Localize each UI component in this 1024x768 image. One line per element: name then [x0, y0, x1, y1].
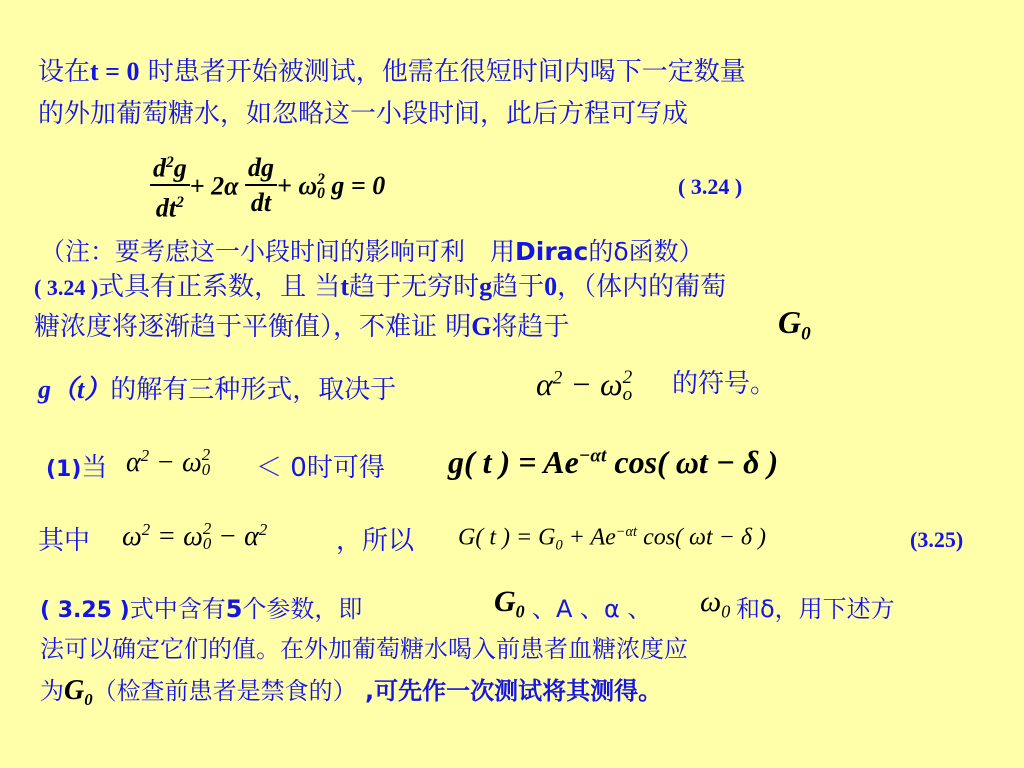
omega-exponent: 2: [317, 171, 325, 189]
omega-symbol: ω: [122, 521, 142, 553]
params-text: 、A 、α 、: [532, 595, 652, 623]
para4-line3-text-c: ,可先作一次测试将其测得。: [356, 677, 663, 705]
para2-line-1: [34, 268, 726, 307]
para2-text-c: 趋于: [492, 272, 545, 302]
para4-text-b: 个参数，即: [242, 595, 363, 623]
alpha-exponent: 2: [258, 520, 268, 539]
case1-zero-text: 0时可得: [290, 453, 385, 483]
G-symbol: G: [471, 312, 492, 341]
note-text: （注：要考虑这一小段时间的影响可利 用: [40, 237, 516, 266]
g-symbol: g: [173, 153, 187, 183]
g-symbol: g: [479, 272, 493, 301]
formula-exponent: −αt: [578, 445, 607, 467]
params-list: [532, 591, 652, 628]
where-label: 其中: [38, 526, 91, 556]
G-formula-part-b: + Ae: [562, 524, 616, 551]
G0-inline: [64, 675, 93, 709]
omega-exponent: 2: [141, 520, 151, 539]
minus-omega: − ω: [562, 366, 623, 402]
omega-subscript: 0: [317, 185, 325, 203]
dirac-word: Dirac: [515, 237, 589, 266]
para2-line2-text-a: 糖浓度将逐渐趋于平衡值），不难证 明: [34, 312, 472, 342]
G-of-t-formula: [458, 524, 766, 555]
para4-line3-text-b: （检查前患者是禁食的）: [92, 677, 357, 705]
para2-line2-text-b: 将趋于: [491, 312, 570, 342]
para4-line-3: [40, 672, 662, 718]
G-subscript: 0: [515, 601, 525, 622]
omega-definition: [122, 520, 267, 553]
g-of-t: g（t）: [38, 375, 111, 404]
dg-symbol: dg: [245, 153, 277, 186]
equation-tail: g = 0: [324, 171, 386, 201]
omega-subscript: o: [622, 383, 633, 405]
G-subscript: 0: [555, 537, 563, 554]
plus-omega: + ω: [277, 171, 318, 201]
case1-formula: [448, 444, 778, 481]
intro-line-1: [38, 53, 746, 91]
omega-subscript: 0: [201, 460, 211, 480]
equals-omega: = ω: [150, 521, 203, 553]
note-line: [40, 233, 704, 271]
G0-symbol: [778, 304, 811, 346]
omega0-exponent: 2: [202, 519, 212, 539]
alpha-exponent: 2: [140, 446, 150, 465]
para3-line: [38, 371, 396, 409]
dt-symbol: dt: [250, 188, 272, 218]
exponent: 2: [166, 154, 174, 171]
omega0-subscript: 0: [202, 534, 212, 554]
alpha-exponent: 2: [552, 367, 563, 389]
case1-when: 当: [81, 453, 108, 483]
omega-subscript: 0: [721, 601, 731, 622]
G-main: G: [494, 585, 516, 618]
para3-tail: 的符号。: [672, 369, 777, 399]
plus-two-alpha: + 2α: [189, 171, 239, 201]
para2-text-b: 趋于无穷时: [349, 272, 480, 302]
G-subscript: 0: [84, 689, 93, 709]
note-rest: 的δ函数）: [588, 237, 704, 266]
para4-line3-text-a: 为: [40, 677, 64, 705]
case1-condition: [126, 446, 210, 479]
equation-label-3-24: ( 3.24 ): [678, 174, 743, 199]
case-number: (1): [46, 457, 82, 482]
t-symbol: t: [340, 272, 350, 301]
intro-text-a: 设在: [38, 57, 91, 87]
omega0-param: [700, 585, 730, 622]
omega-exponent: 2: [201, 445, 211, 465]
G0-param: [494, 585, 525, 622]
para2-line-2: [34, 308, 570, 346]
zero-symbol: 0: [544, 272, 558, 301]
alpha-minus-omega-expression: [536, 366, 632, 403]
para4-text-a: 式中含有: [129, 595, 226, 623]
dt-symbol: dt: [155, 193, 177, 223]
d-symbol: d: [153, 153, 166, 183]
alpha-symbol: α: [126, 447, 141, 479]
formula-part-b: cos( ωt − δ ): [606, 444, 779, 480]
para3-text: 的解有三种形式，取决于: [110, 375, 397, 405]
para4-line1-tail: 和δ，用下述方: [736, 595, 895, 623]
G-subscript: 0: [801, 323, 811, 345]
minus-alpha: − α: [211, 521, 259, 553]
equation-label-3-25: (3.25): [910, 527, 964, 552]
G-main: G: [778, 304, 802, 340]
G-formula-part-a: G( t ) = G: [458, 524, 556, 551]
G-formula-exponent: −αt: [615, 524, 638, 540]
less-than-symbol: ＜: [256, 453, 283, 483]
para4-line-2: 法可以确定它们的值。在外加葡萄糖水喝入前患者血糖浓度应: [40, 635, 688, 663]
intro-text-b: 时患者开始被测试，他需在很短时间内喝下一定数量: [139, 57, 746, 87]
omega-main: ω: [700, 585, 722, 618]
so-text: ，所以: [336, 526, 415, 556]
para2-text-d: ，（体内的葡萄: [557, 272, 727, 302]
case1-label: [46, 449, 107, 489]
para4-line-1: [40, 591, 362, 629]
alpha-symbol: α: [536, 366, 553, 402]
formula-part-a: g( t ) = Ae: [448, 444, 579, 480]
exponent: 2: [176, 194, 184, 212]
intro-line-2: 的外加葡萄糖水，如忽略这一小段时间，此后方程可写成: [38, 99, 689, 129]
para2-text-a: 式具有正系数，且 当: [98, 272, 341, 302]
G-formula-part-c: cos( ωt − δ ): [637, 524, 767, 551]
first-derivative-fraction: [245, 153, 277, 219]
equation-3-24: [150, 148, 385, 225]
case1-less-than: [256, 449, 385, 487]
omega-exponent: 2: [622, 366, 633, 388]
five: 5: [225, 595, 243, 623]
minus-omega: − ω: [149, 447, 202, 479]
ref-3-24: ( 3.24 ): [34, 275, 99, 300]
ref-3-25: ( 3.25 ): [40, 598, 130, 623]
second-derivative-fraction: [150, 148, 190, 225]
t-equals-zero: t = 0: [90, 57, 140, 86]
G-main: G: [64, 675, 85, 706]
